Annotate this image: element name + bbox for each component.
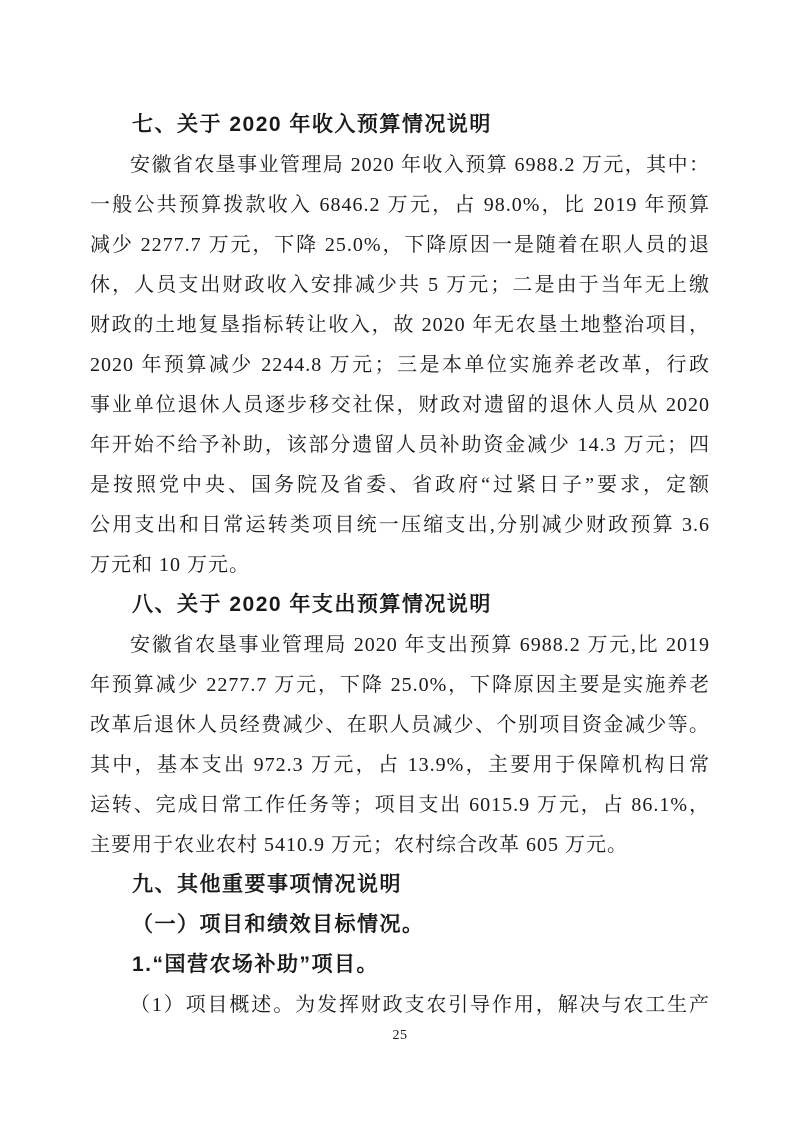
section-7-line: 安徽省农垦事业管理局 2020 年收入预算 6988.2 万元，其中： (130, 154, 710, 176)
section-7-line: 财政的土地复垦指标转让收入，故 2020 年无农垦土地整治项目， (90, 314, 710, 336)
section-9-line: （1）项目概述。为发挥财政支农引导作用，解决与农工生产 (130, 994, 710, 1016)
section-8-line: 其中，基本支出 972.3 万元，占 13.9%，主要用于保障机构日常 (90, 754, 710, 776)
section-8-line: 运转、完成日常工作任务等；项目支出 6015.9 万元，占 86.1%， (90, 794, 710, 816)
section-8-heading: 八、关于 2020 年支出预算情况说明 (132, 593, 492, 616)
section-8-line: 主要用于农业农村 5410.9 万元；农村综合改革 605 万元。 (90, 834, 628, 856)
section-7-line: 万元和 10 万元。 (90, 554, 250, 576)
section-8-line: 年预算减少 2277.7 万元，下降 25.0%，下降原因主要是实施养老 (90, 674, 710, 696)
section-7-line: 减少 2277.7 万元，下降 25.0%，下降原因一是随着在职人员的退 (90, 234, 710, 256)
document-body (90, 105, 710, 1025)
section-7-line: 一般公共预算拨款收入 6846.2 万元，占 98.0%，比 2019 年预算 (90, 194, 710, 216)
section-9-subheading-2: 1.“国营农场补助”项目。 (132, 953, 380, 976)
section-9-subheading-1: （一）项目和绩效目标情况。 (132, 913, 425, 936)
section-7-line: 是按照党中央、国务院及省委、省政府“过紧日子”要求，定额 (90, 474, 710, 496)
section-7-line: 年开始不给予补助，该部分遗留人员补助资金减少 14.3 万元；四 (90, 434, 710, 456)
section-7-line: 公用支出和日常运转类项目统一压缩支出,分别减少财政预算 3.6 (90, 514, 710, 536)
section-9-heading: 九、其他重要事项情况说明 (132, 873, 402, 896)
section-7-line: 休，人员支出财政收入安排减少共 5 万元；二是由于当年无上缴 (90, 274, 710, 296)
section-7-line: 2020 年预算减少 2244.8 万元；三是本单位实施养老改革，行政 (90, 354, 710, 376)
page-number: 25 (392, 1028, 408, 1043)
section-7-heading: 七、关于 2020 年收入预算情况说明 (132, 113, 492, 136)
section-8-line: 改革后退休人员经费减少、在职人员减少、个别项目资金减少等。 (90, 714, 710, 736)
section-7-line: 事业单位退休人员逐步移交社保，财政对遗留的退休人员从 2020 (90, 394, 710, 416)
section-8-line: 安徽省农垦事业管理局 2020 年支出预算 6988.2 万元,比 2019 (130, 634, 710, 656)
